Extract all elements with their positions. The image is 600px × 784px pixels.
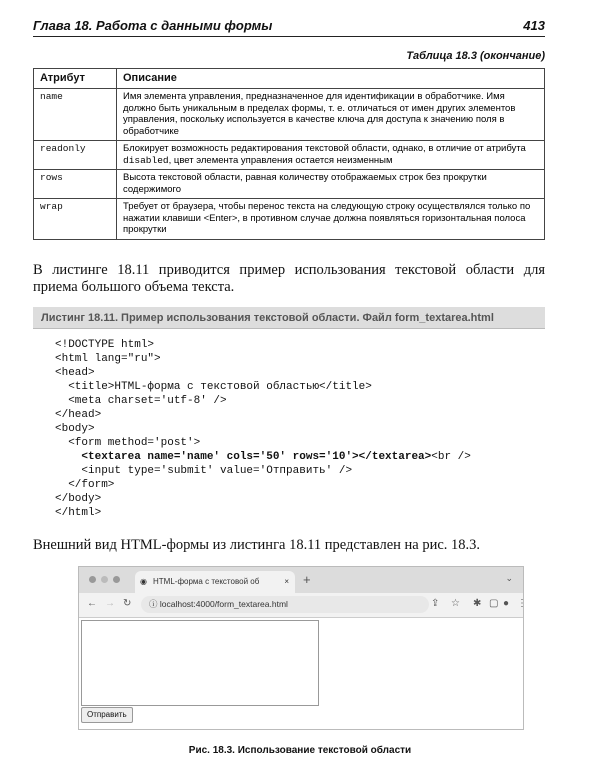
- textarea[interactable]: [81, 620, 319, 706]
- attr-cell: readonly: [34, 141, 117, 170]
- star-icon[interactable]: ☆: [451, 598, 460, 609]
- paragraph: Внешний вид HTML-формы из листинга 18.11 представлен на рис. 18.3.: [33, 537, 481, 553]
- code-line: <form method='post'>: [55, 437, 201, 449]
- code-line: <meta charset='utf-8' />: [55, 395, 227, 407]
- back-icon[interactable]: ←: [87, 598, 97, 609]
- paragraph: В листинге 18.11 приводится пример использования текстовой области для приема большого объема текста.: [33, 262, 545, 295]
- url-text: localhost:4000/form_textarea.html: [159, 599, 288, 609]
- window-close-dot: [89, 576, 96, 583]
- browser-tab[interactable]: [135, 571, 295, 593]
- code-line: <br />: [431, 451, 471, 463]
- code-line: <body>: [55, 423, 95, 435]
- code-line: <html lang="ru">: [55, 353, 161, 365]
- chapter-title: Глава 18. Работа с данными формы: [33, 18, 273, 33]
- window-maximize-dot: [113, 576, 120, 583]
- figure-caption: Рис. 18.3. Использование текстовой области: [188, 745, 412, 756]
- address-bar-row: [79, 593, 527, 618]
- profile-icon[interactable]: ●: [503, 598, 510, 609]
- info-icon: ⓘ: [149, 599, 160, 609]
- share-icon[interactable]: ⇪: [431, 598, 440, 609]
- chevron-down-icon[interactable]: ⌄: [505, 573, 513, 583]
- code-line: <input type='submit' value='Отправить' />: [55, 465, 353, 477]
- desc-text: , цвет элемента управления остается неизменным: [168, 154, 393, 166]
- tab-bar: [79, 567, 523, 593]
- listing-title: Листинг 18.11. Пример использования текстовой области. Файл form_textarea.html: [33, 307, 545, 329]
- forward-icon[interactable]: →: [105, 598, 115, 609]
- desc-cell: [117, 141, 545, 170]
- attr-cell: wrap: [34, 199, 117, 240]
- page-number: 413: [523, 18, 545, 33]
- header-attr: Атрибут: [34, 69, 117, 89]
- code-line: <head>: [55, 367, 95, 379]
- globe-icon: ◉: [140, 577, 147, 586]
- desc-code: disabled: [123, 154, 169, 166]
- close-icon[interactable]: ×: [284, 577, 289, 586]
- attr-cell: name: [34, 89, 117, 141]
- desc-text: Блокирует возможность редактирования текстовой области, однако, в отличие от атрибута: [123, 143, 526, 154]
- code-line: <title>HTML-форма с текстовой областью</title>: [55, 381, 372, 393]
- table-caption: Таблица 18.3 (окончание): [406, 50, 545, 62]
- attributes-table: [33, 68, 545, 240]
- code-line: <!DOCTYPE html>: [55, 339, 155, 351]
- attr-cell: rows: [34, 170, 117, 199]
- code-line-highlighted: <textarea name='name' cols='50' rows='10'></textarea>: [55, 451, 432, 463]
- menu-icon[interactable]: ⋮: [517, 598, 527, 609]
- header-desc: Описание: [117, 69, 545, 89]
- desc-cell: Имя элемента управления, предназначенное для идентификации в обработчике. Имя должно быть уникальным в пределах формы, т. е. отличаться от имен других элементов управления, поскольку используется в качестве ключа для доступа к значению поля в обработчике: [117, 89, 545, 141]
- sidebar-icon[interactable]: ▢: [489, 598, 499, 609]
- extensions-icon[interactable]: ✱: [473, 598, 482, 609]
- code-line: </head>: [55, 409, 102, 421]
- reload-icon[interactable]: ↻: [123, 598, 132, 609]
- running-header: [33, 16, 545, 37]
- submit-button[interactable]: Отправить: [81, 707, 133, 723]
- url-input[interactable]: [141, 596, 429, 613]
- new-tab-button[interactable]: +: [303, 572, 311, 587]
- browser-screenshot: [78, 566, 527, 730]
- code-line: </form>: [55, 479, 115, 491]
- code-line: </html>: [55, 507, 102, 519]
- desc-cell: Высота текстовой области, равная количеству отображаемых строк без прокрутки содержимого: [117, 170, 545, 199]
- tab-title: HTML-форма с текстовой об: [153, 577, 260, 586]
- window-minimize-dot: [101, 576, 108, 583]
- code-line: </body>: [55, 493, 102, 505]
- code-listing: [55, 338, 471, 520]
- desc-cell: Требует от браузера, чтобы перенос текста на следующую строку осуществлялся только по нажатии клавиши <Enter>, в противном случае должна появляться горизонтальная полоса прокрутки: [117, 199, 545, 240]
